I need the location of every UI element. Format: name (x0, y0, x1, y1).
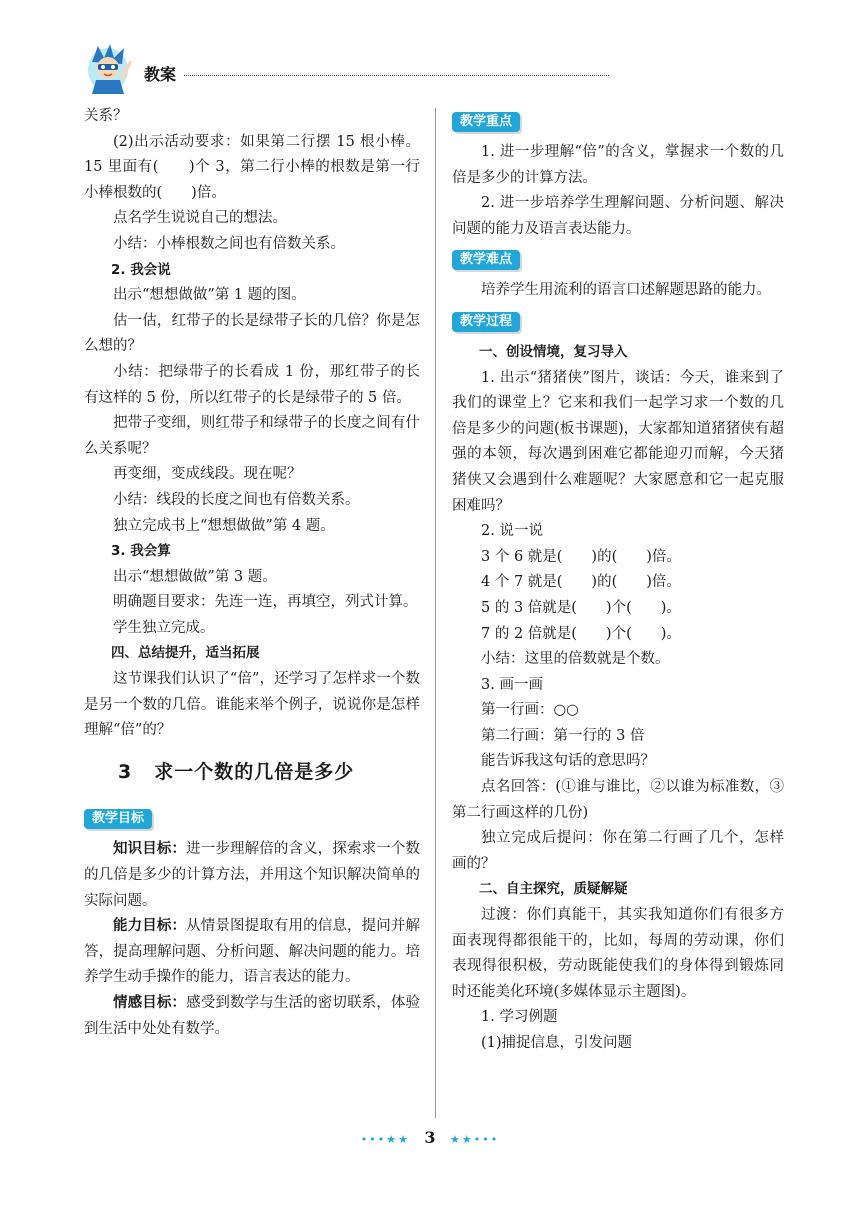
paragraph: 这节课我们认识了“倍”，还学习了怎样求一个数是另一个数的几倍。谁能来举个例子，说说你是怎样理解“倍”的？ (84, 671, 420, 739)
section-tag: 教学难点 (452, 250, 520, 270)
left-column (84, 104, 420, 1042)
paragraph: 小结：线段的长度之间也有倍数关系。 (113, 491, 360, 508)
chapter-number: 3 (118, 760, 133, 783)
paragraph: 把带子变细，则红带子和绿带子的长度之间有什么关系呢？ (84, 415, 420, 457)
paragraph: 2. 说一说 (481, 523, 543, 540)
section-tag: 教学过程 (452, 312, 520, 332)
paragraph: 小结：小棒根数之间也有倍数关系。 (113, 235, 345, 252)
paragraph: 明确题目要求：先连一连，再填空，列式计算。 (113, 594, 418, 611)
paragraph: 学生独立完成。 (113, 619, 215, 636)
goal-label: 能力目标： (113, 918, 187, 935)
section-heading: 四、总结提升，适当拓展 (111, 645, 260, 662)
paragraph: 3 个 6 就是( )的( )倍。 (481, 548, 681, 565)
paragraph: (2)出示活动要求：如果第二行摆 15 根小棒。15 里面有( )个 3，第二行小棒的根数是第一行小棒根数的( )倍。 (84, 133, 420, 201)
paragraph: 过渡：你们真能干，其实我知道你们有很多方面表现得都很能干的，比如，每周的劳动课，你们表现得很积极，劳动既能使我们的身体得到锻炼同时还能美化环境(多媒体显示主题图)。 (452, 907, 784, 1000)
goal-paragraph (84, 837, 420, 914)
paragraph: 5 的 3 倍就是( )个( )。 (481, 599, 681, 616)
paragraph: 1. 学习例题 (481, 1009, 558, 1026)
column-divider (435, 108, 436, 1118)
goal-text: 从情景图提取有用的信息，提问并解答，提高理解问题、分析问题、解决问题的能力。培养学生动手操作的能力，语言表达的能力。 (84, 918, 420, 986)
paragraph: 再变细，变成线段。现在呢？ (113, 466, 302, 483)
paragraph: 独立完成后提问：你在第二行画了几个，怎样画的？ (452, 830, 784, 872)
paragraph: 小结：把绿带子的长看成 1 份，那红带子的长有这样的 5 份，所以红带子的长是绿带子的 5 倍。 (84, 363, 420, 406)
paragraph: 点名回答：(①谁与谁比，②以谁为标准数，③第二行画这样的几份) (452, 779, 784, 821)
goal-paragraph (84, 991, 420, 1042)
goal-text: 进一步理解倍的含义，探索求一个数的几倍是多少的计算方法，并用这个知识解决简单的实际问题。 (84, 841, 420, 909)
paragraph: 出示“想想做做”第 3 题。 (113, 568, 277, 585)
paragraph: 估一估，红带子的长是绿带子长的几倍？你是怎么想的？ (84, 312, 420, 355)
footer-stars-left: •••★★ (360, 1133, 410, 1146)
subheading: 2. 我会说 (111, 261, 171, 278)
goal-text: 感受到数学与生活的密切联系，体验到生活中处处有数学。 (84, 995, 420, 1037)
paragraph: 能告诉我这句话的意思吗？ (481, 753, 655, 770)
section-heading: 二、自主探究，质疑解疑 (479, 881, 628, 898)
paragraph: 小结：这里的倍数就是个数。 (481, 651, 670, 668)
paragraph: 2. 进一步培养学生理解问题、分析问题、解决问题的能力及语言表达能力。 (452, 195, 784, 237)
chapter-title-text: 求一个数的几倍是多少 (154, 760, 355, 783)
goal-paragraph (84, 914, 420, 991)
paragraph: 第二行画：第一行的 3 倍 (481, 727, 645, 744)
paragraph: 1. 出示“猪猪侠”图片，谈话：今天，谁来到了我们的课堂上？它来和我们一起学习求一个数的几倍是多少的问题(板书课题)，大家都知道猪猪侠有超强的本领，每次遇到困难它都能迎刃而解，今天猪猪侠又会遇到什么难题呢？大家愿意和它一起克服困难吗？ (452, 369, 784, 514)
paragraph: 第一行画：○○ (481, 702, 579, 719)
goal-label: 知识目标： (113, 841, 187, 858)
paragraph: 4 个 7 就是( )的( )倍。 (481, 574, 681, 591)
page-number: 3 (424, 1128, 436, 1147)
paragraph: 7 的 2 倍就是( )个( )。 (481, 625, 681, 642)
section-tag: 教学目标 (84, 809, 152, 829)
header-rule (184, 75, 609, 76)
paragraph: 独立完成书上“想想做做”第 4 题。 (113, 517, 335, 534)
header-title: 教案 (144, 65, 177, 84)
paragraph: 点名学生说说自己的想法。 (113, 210, 287, 227)
page-header (84, 40, 614, 100)
section-heading: 一、创设情境，复习导入 (479, 343, 628, 360)
paragraph: 1. 进一步理解“倍”的含义，掌握求一个数的几倍是多少的计算方法。 (452, 144, 784, 186)
goal-label: 情感目标： (113, 995, 187, 1011)
footer-stars-right: ★★••• (450, 1133, 500, 1146)
page-footer (0, 1128, 860, 1147)
chapter-title (84, 760, 420, 786)
subheading: 3. 我会算 (111, 543, 171, 560)
paragraph: (1)捕捉信息，引发问题 (481, 1035, 633, 1051)
paragraph: 出示“想想做做”第 1 题的图。 (113, 287, 306, 304)
section-tag: 教学重点 (452, 112, 520, 132)
right-column (452, 104, 784, 1057)
mascot-logo-icon (84, 40, 134, 96)
paragraph: 3. 画一画 (481, 676, 543, 693)
paragraph: 关系？ (84, 108, 128, 124)
paragraph: 培养学生用流利的语言口述解题思路的能力。 (481, 282, 771, 299)
